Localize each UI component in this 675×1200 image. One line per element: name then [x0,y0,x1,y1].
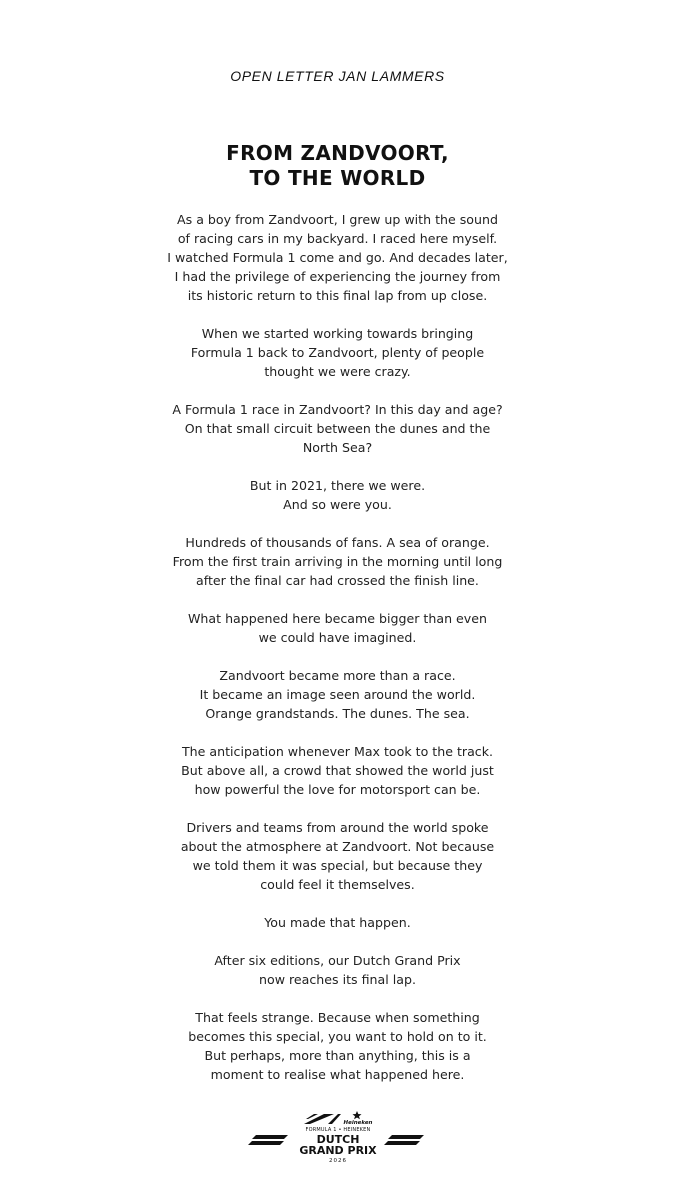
letter-paragraph [0,476,675,514]
paragraph-line: What happened here became bigger than even [187,611,487,626]
paragraph-line: North Sea? [302,440,373,455]
letter-paragraph [0,951,675,989]
logo-line-2: GRAND PRIX [298,1144,377,1157]
paragraph-line: And so were you. [283,497,392,512]
left-speed-bars-icon [248,1135,288,1145]
paragraph-line: Hundreds of thousands of fans. A sea of orange. [185,535,490,550]
paragraph-line: Formula 1 back to Zandvoort, plenty of people [190,345,485,360]
paragraph-line: But in 2021, there we were. [249,478,426,493]
title-line-2: TO THE WORLD [249,166,426,190]
paragraph-line: moment to realise what happened here. [210,1067,465,1082]
paragraph-line: Zandvoort became more than a race. [219,668,456,683]
letter-paragraph [0,324,675,381]
paragraph-line: thought we were crazy. [264,364,411,379]
letter-paragraph [0,818,675,894]
paragraph-line: That feels strange. Because when something [195,1010,480,1025]
paragraph-line: we told them it was special, but because they [192,858,483,873]
paragraph-line: But above all, a crowd that showed the world just [181,763,494,778]
paragraph-line: I watched Formula 1 come and go. And decades later, [167,250,508,265]
letter-body [0,210,675,1103]
logo-line-1: DUTCH [316,1133,359,1146]
letter-paragraph [0,666,675,723]
paragraph-line: On that small circuit between the dunes and the [184,421,491,436]
paragraph-line: But perhaps, more than anything, this is a [204,1048,471,1063]
paragraph-line: after the final car had crossed the finish line. [196,573,479,588]
paragraph-line: about the atmosphere at Zandvoort. Not because [180,839,495,854]
logo-subline: FORMULA 1 • HEINEKEN [305,1127,370,1133]
paragraph-line: The anticipation whenever Max took to the track. [181,744,494,759]
paragraph-line: Drivers and teams from around the world spoke [186,820,489,835]
dutch-grand-prix-logo [0,1110,675,1180]
paragraph-line: how powerful the love for motorsport can be. [194,782,481,797]
f1-logo-icon [304,1114,341,1124]
letter-paragraph [0,1008,675,1084]
paragraph-line: As a boy from Zandvoort, I grew up with the sound [177,212,498,227]
letter-paragraph [0,742,675,799]
paragraph-line: of racing cars in my backyard. I raced here myself. [177,231,498,246]
paragraph-line: now reaches its final lap. [259,972,416,987]
logo-sponsor: Heineken [343,1120,372,1126]
letter-paragraph [0,609,675,647]
paragraph-line: its historic return to this final lap from up close. [187,288,488,303]
letter-paragraph [0,913,675,932]
paragraph-line: becomes this special, you want to hold on to it. [188,1029,487,1044]
paragraph-line: After six editions, our Dutch Grand Prix [214,953,461,968]
paragraph-line: When we started working towards bringing [201,326,474,341]
logo-year: 2026 [328,1158,347,1164]
right-speed-bars-icon [384,1135,424,1145]
letter-paragraph [0,533,675,590]
paragraph-line: From the first train arriving in the morning until long [172,554,503,569]
letter-paragraph [0,400,675,457]
paragraph-line: I had the privilege of experiencing the journey from [174,269,501,284]
title-line-1: FROM ZANDVOORT, [226,141,449,165]
paragraph-line: could feel it themselves. [260,877,415,892]
paragraph-line: A Formula 1 race in Zandvoort? In this day and age? [172,402,503,417]
letter-paragraph [0,210,675,305]
paragraph-line: It became an image seen around the world. [199,687,476,702]
heineken-star-icon [352,1111,361,1119]
letter-kicker: OPEN LETTER JAN LAMMERS [230,68,445,84]
paragraph-line: Orange grandstands. The dunes. The sea. [205,706,470,721]
paragraph-line: You made that happen. [264,915,411,930]
paragraph-line: we could have imagined. [258,630,417,645]
page-title [0,141,675,191]
